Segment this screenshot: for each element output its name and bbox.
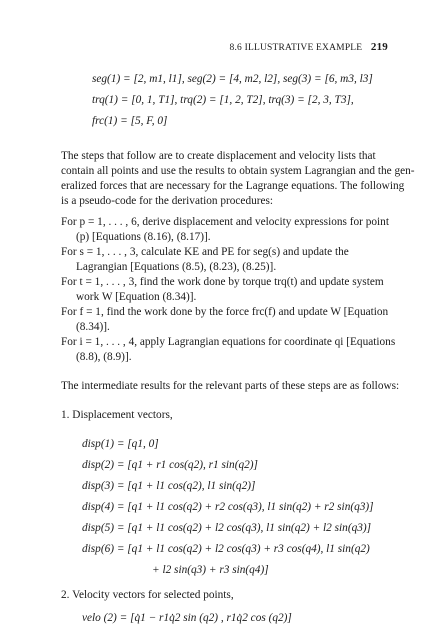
step-line: For s = 1, . . . , 3, calculate KE and PE for seg(s) and update the: [61, 246, 349, 258]
disp-2: disp(2) = [q1 + r1 cos(q2), r1 sin(q2)]: [82, 459, 258, 471]
intro-line: contain all points and use the results to obtain system Lagrangian and the gen-: [61, 165, 415, 177]
disp-1: disp(1) = [q1, 0]: [82, 438, 159, 450]
page-number: 219: [370, 41, 388, 53]
intro-line: eralized forces that are necessary for the Lagrange equations. The following: [61, 180, 405, 192]
velo-2: velo (2) = [q̇1 − r1q̇2 sin (q2) , r1q̇2 cos (q2)]: [82, 612, 292, 624]
item-2-heading: 2. Velocity vectors for selected points,: [61, 589, 234, 601]
frc-definition: frc(1) = [5, F, 0]: [92, 115, 168, 127]
step-line: For t = 1, . . . , 3, find the work done by torque trq(t) and update system: [61, 276, 384, 288]
step-line: Lagrangian [Equations (8.5), (8.23), (8.25)].: [76, 261, 277, 273]
running-header: [230, 41, 388, 53]
intro-paragraph: [61, 149, 415, 209]
disp-3: disp(3) = [q1 + l1 cos(q2), l1 sin(q2)]: [82, 480, 256, 492]
disp-6-continued: + l2 sin(q3) + r3 sin(q4)]: [152, 564, 269, 576]
pseudo-code-steps: [61, 215, 395, 365]
disp-5: disp(5) = [q1 + l1 cos(q2) + l2 cos(q3), l1 sin(q2) + l2 sin(q3)]: [82, 522, 372, 534]
step-line: work W [Equation (8.34)].: [76, 291, 197, 303]
step-line: (p) [Equations (8.16), (8.17)].: [76, 231, 211, 243]
intro-line: is a pseudo-code for the derivation procedures:: [61, 195, 274, 207]
trq-definitions: trq(1) = [0, 1, T1], trq(2) = [1, 2, T2], trq(3) = [2, 3, T3],: [92, 94, 354, 106]
running-title: 8.6 ILLUSTRATIVE EXAMPLE: [229, 43, 363, 53]
step-line: (8.34)].: [76, 321, 110, 333]
step-line: (8.8), (8.9)].: [76, 351, 132, 363]
step-line: For f = 1, find the work done by the force frc(f) and update W [Equation: [61, 306, 389, 318]
step-line: For p = 1, . . . , 6, derive displacement and velocity expressions for point: [61, 216, 389, 228]
step-line: For i = 1, . . . , 4, apply Lagrangian equations for coordinate qi [Equations: [61, 336, 396, 348]
disp-4: disp(4) = [q1 + l1 cos(q2) + r2 cos(q3), l1 sin(q2) + r2 sin(q3)]: [82, 501, 374, 513]
disp-6: disp(6) = [q1 + l1 cos(q2) + l2 cos(q3) + r3 cos(q4), l1 sin(q2): [82, 543, 370, 555]
intro-line: The steps that follow are to create displacement and velocity lists that: [61, 150, 376, 162]
item-1-heading: 1. Displacement vectors,: [61, 409, 173, 421]
results-intro: The intermediate results for the relevant parts of these steps are as follows:: [61, 380, 400, 392]
seg-definitions: seg(1) = [2, m1, l1], seg(2) = [4, m2, l2], seg(3) = [6, m3, l3]: [92, 73, 373, 85]
